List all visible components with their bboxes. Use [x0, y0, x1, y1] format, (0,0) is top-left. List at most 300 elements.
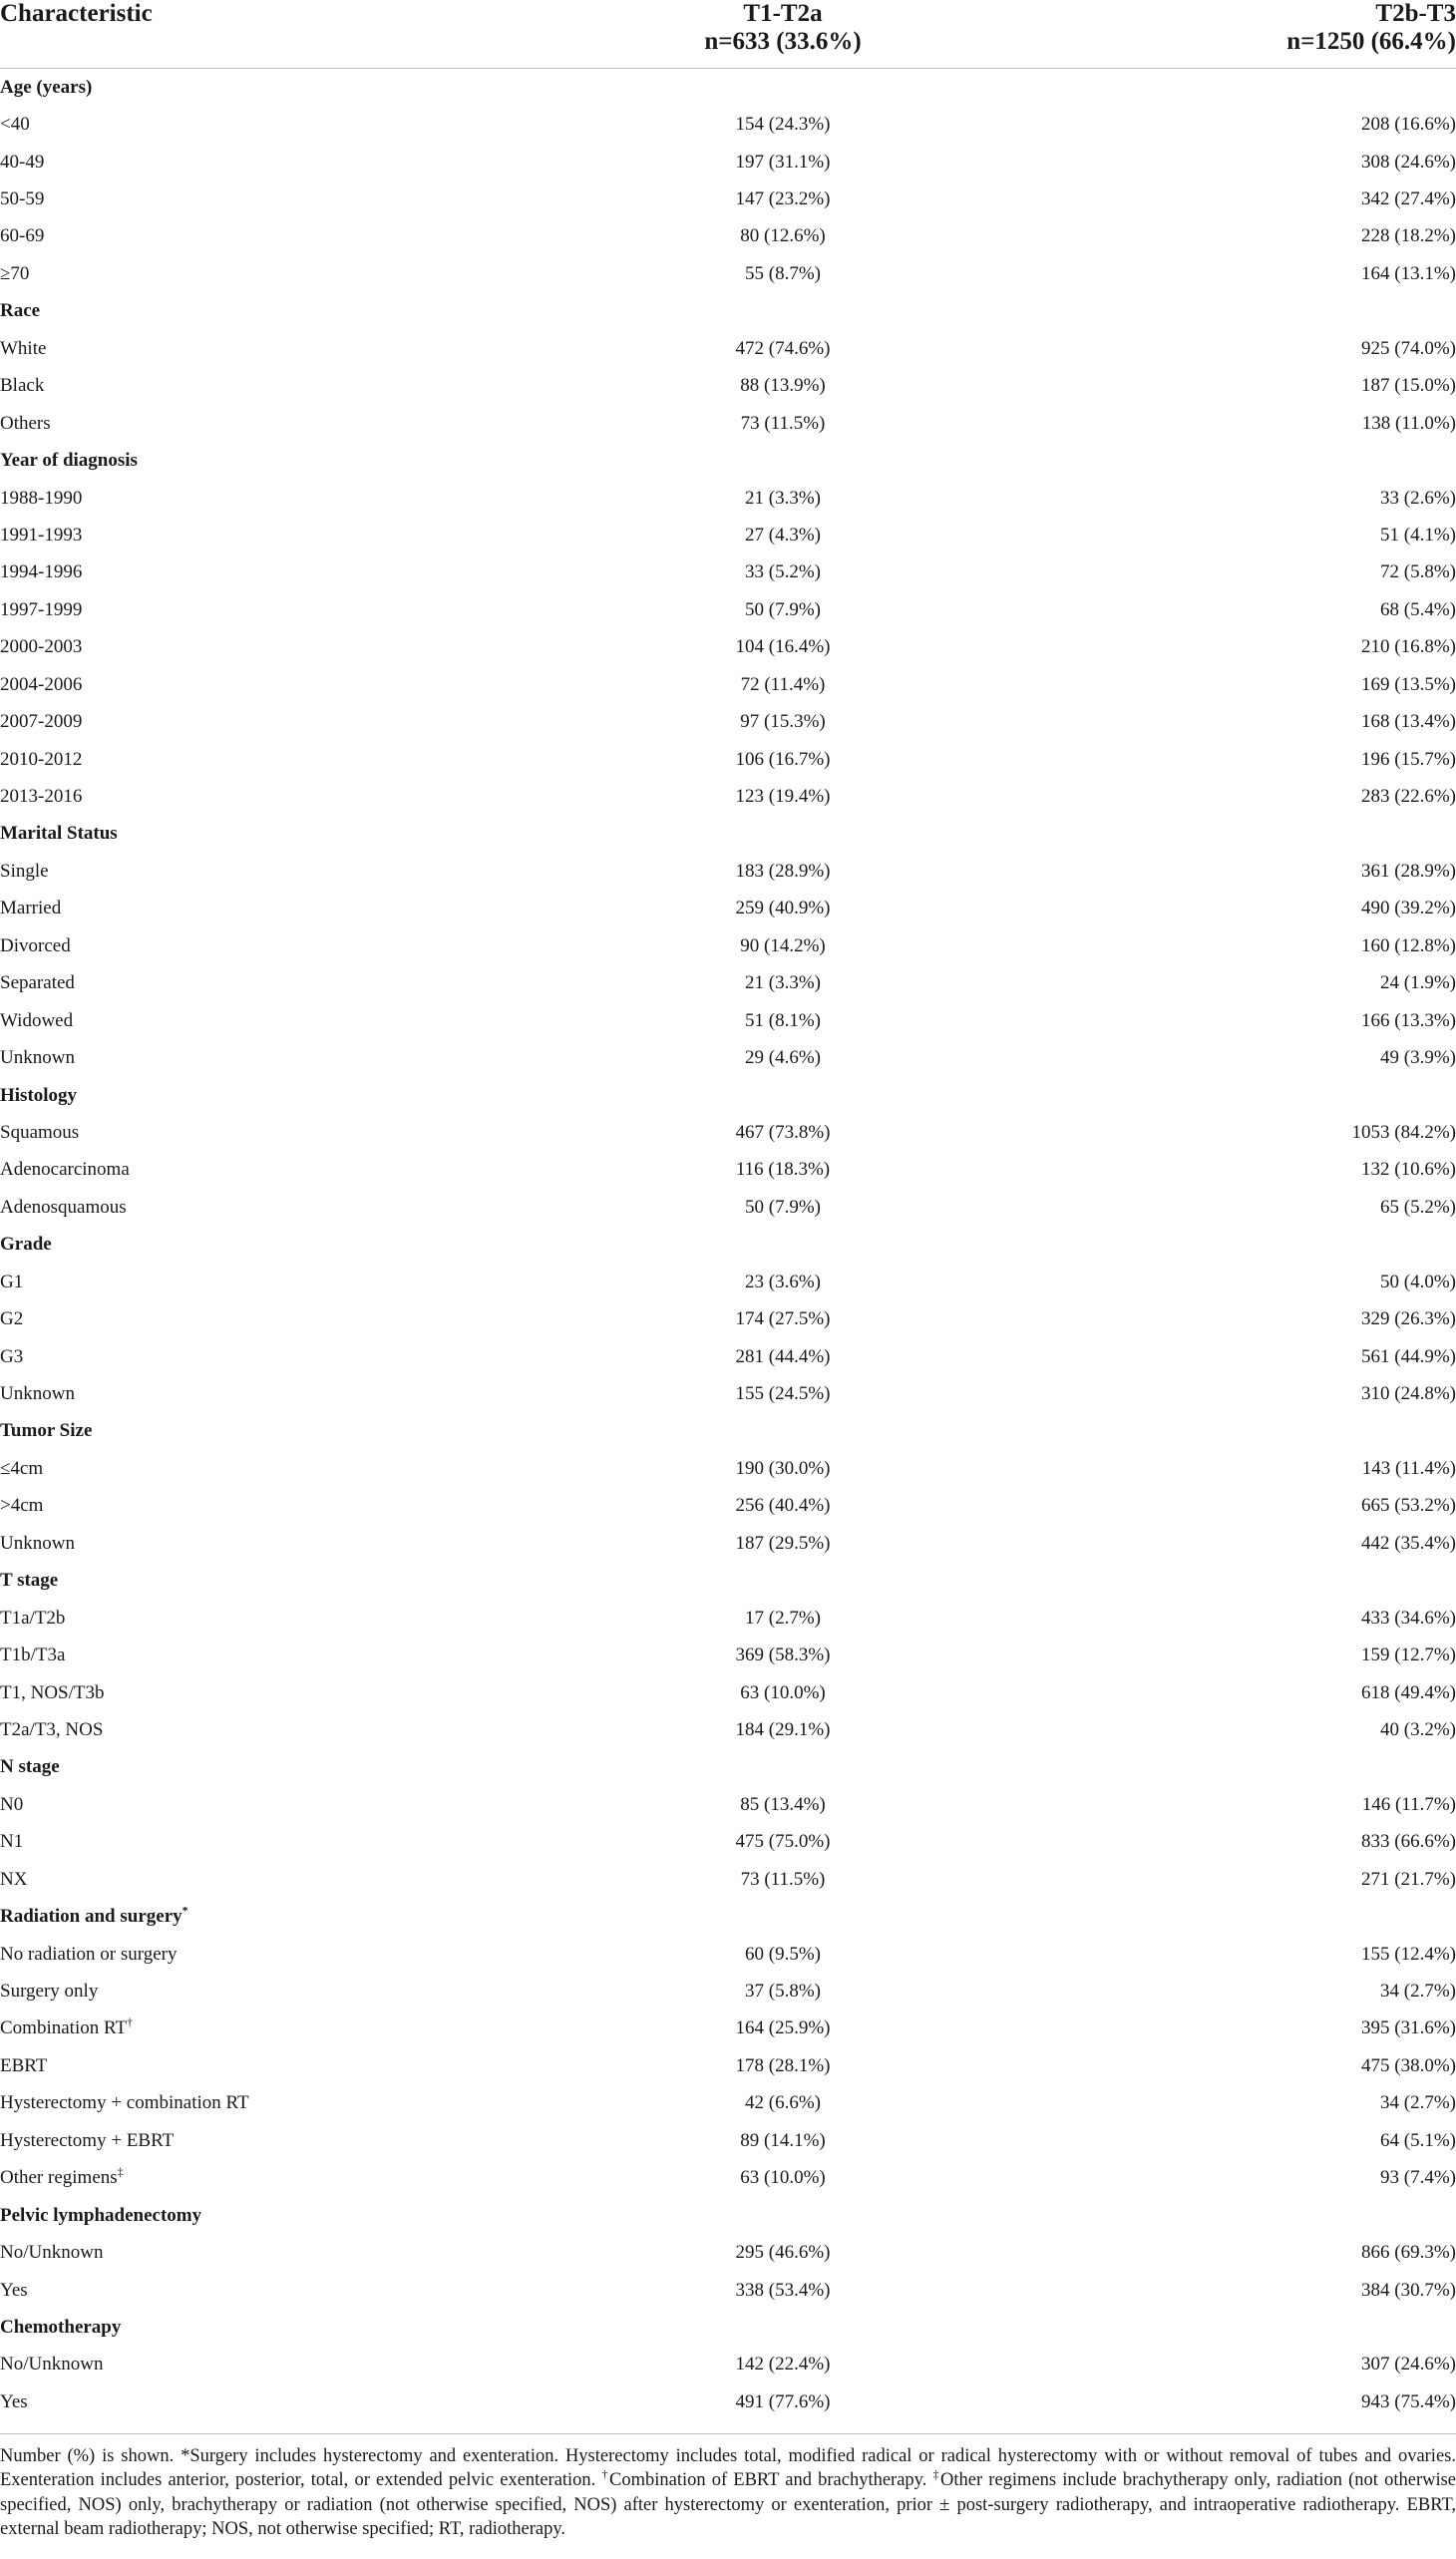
footnote-text-1: Number (%) is shown. *Surgery includes hysterectomy and exenteration. Hysterectomy includes total, modified radical or radical hysterectomy with or without removal of tubes and ovaries. Exenteration includes anterior, posterior, total, or extended pelvic exenteration. — [0, 2445, 1456, 2491]
row-characteristic-text: Unknown — [0, 1532, 75, 1554]
row-t2b-t3-value: 310 (24.8%) — [1361, 1383, 1456, 1405]
row-characteristic — [0, 2011, 618, 2047]
row-characteristic-text: Widowed — [0, 1009, 74, 1031]
row-characteristic — [0, 629, 618, 666]
row-footnote-mark: ‡ — [117, 2164, 124, 2179]
row-t2b-t3-value: 308 (24.6%) — [1361, 151, 1456, 173]
row-t1-t2a-value: 183 (28.9%) — [735, 860, 831, 882]
row-t1-t2a-value: 50 (7.9%) — [745, 1196, 821, 1218]
row-t1-t2a-value: 97 (15.3%) — [740, 711, 826, 733]
row-t2b-t3-value: 329 (26.3%) — [1361, 1308, 1456, 1330]
row-t2b-t3-value: 51 (4.1%) — [1380, 524, 1456, 546]
footnote-dagger: † — [601, 2466, 609, 2481]
table-row — [0, 1488, 1456, 1525]
section-title-text: Marital Status — [0, 823, 118, 845]
section-header-row — [0, 2309, 1456, 2346]
row-characteristic-text: 2013-2016 — [0, 786, 83, 808]
row-characteristic — [0, 144, 618, 181]
row-t2b-t3-value: 833 (66.6%) — [1361, 1831, 1456, 1853]
row-characteristic-text: Other regimens — [0, 2167, 118, 2189]
row-characteristic — [0, 1637, 618, 1673]
row-characteristic-text: ≤4cm — [0, 1457, 44, 1479]
row-t2b-t3-value: 93 (7.4%) — [1380, 2167, 1456, 2189]
row-characteristic-text: 2010-2012 — [0, 748, 83, 770]
footnote-double-dagger: ‡ — [932, 2466, 941, 2481]
row-t2b-t3-value: 283 (22.6%) — [1361, 786, 1456, 808]
row-t1-t2a-value: 178 (28.1%) — [735, 2054, 831, 2076]
row-characteristic — [0, 218, 618, 255]
row-t1-t2a-value: 72 (11.4%) — [740, 673, 826, 695]
table-row — [0, 853, 1456, 890]
row-t1-t2a-value: 21 (3.3%) — [745, 487, 821, 509]
row-characteristic-text: G1 — [0, 1271, 24, 1292]
table-row — [0, 891, 1456, 927]
row-characteristic-text: Hysterectomy + combination RT — [0, 2092, 249, 2114]
table-row — [0, 2347, 1456, 2383]
row-characteristic — [0, 1300, 618, 1337]
row-characteristic-text: T1, NOS/T3b — [0, 1681, 105, 1703]
row-characteristic — [0, 480, 618, 517]
section-title — [0, 2309, 1456, 2346]
row-t1-t2a-value: 51 (8.1%) — [745, 1009, 821, 1031]
row-characteristic — [0, 1711, 618, 1748]
row-t1-t2a-value: 85 (13.4%) — [740, 1793, 826, 1815]
row-characteristic-text: EBRT — [0, 2054, 48, 2076]
row-characteristic — [0, 2347, 618, 2383]
row-t2b-t3-value: 65 (5.2%) — [1380, 1196, 1456, 1218]
table-body — [0, 69, 1456, 2421]
section-title-text: Histology — [0, 1084, 78, 1106]
row-characteristic-text: 40-49 — [0, 151, 45, 173]
row-t1-t2a-value: 190 (30.0%) — [735, 1457, 831, 1479]
row-characteristic — [0, 1786, 618, 1823]
row-characteristic-text: 2007-2009 — [0, 711, 83, 733]
row-t2b-t3-value: 64 (5.1%) — [1380, 2129, 1456, 2151]
row-t2b-t3-value: 49 (3.9%) — [1380, 1047, 1456, 1069]
row-t2b-t3-value: 50 (4.0%) — [1380, 1271, 1456, 1292]
row-t1-t2a-value: 63 (10.0%) — [740, 1681, 826, 1703]
row-t2b-t3-value: 146 (11.7%) — [1361, 1793, 1456, 1815]
header-t1-t2a-count: n=633 (33.6%) — [704, 28, 862, 55]
row-t2b-t3-value: 187 (15.0%) — [1361, 375, 1456, 397]
table-row — [0, 218, 1456, 255]
row-characteristic — [0, 1338, 618, 1375]
section-title — [0, 293, 1456, 330]
row-characteristic-text: T1b/T3a — [0, 1645, 66, 1666]
row-characteristic — [0, 1002, 618, 1039]
row-t2b-t3-value: 228 (18.2%) — [1361, 225, 1456, 247]
section-header-row — [0, 1413, 1456, 1450]
table-row — [0, 1039, 1456, 1076]
row-t1-t2a-value: 21 (3.3%) — [745, 972, 821, 994]
row-t2b-t3-value: 164 (13.1%) — [1361, 262, 1456, 284]
header-t1-t2a-label: T1-T2a — [743, 0, 823, 27]
row-t2b-t3-value: 618 (49.4%) — [1361, 1681, 1456, 1703]
section-title — [0, 816, 1456, 853]
section-header-row — [0, 2197, 1456, 2234]
row-characteristic — [0, 2272, 618, 2309]
row-characteristic — [0, 517, 618, 553]
row-t2b-t3-value: 866 (69.3%) — [1361, 2242, 1456, 2264]
row-characteristic-text: Surgery only — [0, 1981, 99, 2003]
section-title — [0, 69, 1456, 107]
row-t2b-t3-value: 68 (5.4%) — [1380, 598, 1456, 620]
row-characteristic-text: Black — [0, 375, 45, 397]
table-row — [0, 1786, 1456, 1823]
table-row — [0, 1300, 1456, 1337]
row-t1-t2a-value: 147 (23.2%) — [735, 188, 831, 210]
section-title-footnote-mark: * — [182, 1903, 188, 1918]
row-characteristic — [0, 2047, 618, 2084]
table-row — [0, 2383, 1456, 2420]
table-row — [0, 2272, 1456, 2309]
row-characteristic — [0, 1375, 618, 1412]
row-characteristic-text: 2000-2003 — [0, 636, 83, 658]
row-t2b-t3-value: 143 (11.4%) — [1361, 1457, 1456, 1479]
row-t1-t2a-value: 475 (75.0%) — [735, 1831, 831, 1853]
row-t1-t2a-value: 155 (24.5%) — [735, 1383, 831, 1405]
table-row — [0, 2011, 1456, 2047]
row-t2b-t3-value: 72 (5.8%) — [1380, 561, 1456, 583]
table-row — [0, 181, 1456, 217]
row-characteristic — [0, 1824, 618, 1861]
row-t1-t2a-value: 116 (18.3%) — [735, 1159, 831, 1181]
row-t2b-t3-value: 925 (74.0%) — [1361, 337, 1456, 359]
section-header-row — [0, 1077, 1456, 1114]
row-t2b-t3-value: 24 (1.9%) — [1380, 972, 1456, 994]
row-t2b-t3-value: 159 (12.7%) — [1361, 1645, 1456, 1666]
row-t1-t2a-value: 29 (4.6%) — [745, 1047, 821, 1069]
row-t1-t2a-value: 467 (73.8%) — [735, 1121, 831, 1143]
row-t1-t2a-value: 89 (14.1%) — [740, 2129, 826, 2151]
row-characteristic-text: N0 — [0, 1793, 24, 1815]
row-characteristic-text: G3 — [0, 1345, 24, 1367]
row-t1-t2a-value: 472 (74.6%) — [735, 337, 831, 359]
row-characteristic — [0, 2160, 618, 2197]
row-t2b-t3-value: 943 (75.4%) — [1361, 2390, 1456, 2412]
row-t2b-t3-value: 40 (3.2%) — [1380, 1718, 1456, 1740]
section-header-row — [0, 1227, 1456, 1264]
row-characteristic-text: No radiation or surgery — [0, 1943, 178, 1965]
row-t2b-t3-value: 169 (13.5%) — [1361, 673, 1456, 695]
row-characteristic — [0, 1039, 618, 1076]
row-characteristic — [0, 853, 618, 890]
section-title-text: N stage — [0, 1756, 60, 1778]
row-characteristic-text: 1991-1993 — [0, 524, 83, 546]
row-t1-t2a-value: 154 (24.3%) — [735, 114, 831, 136]
row-t1-t2a-value: 50 (7.9%) — [745, 598, 821, 620]
row-characteristic — [0, 778, 618, 815]
table-row — [0, 2047, 1456, 2084]
row-characteristic-text: ≥70 — [0, 262, 30, 284]
table-row — [0, 1152, 1456, 1189]
row-t1-t2a-value: 80 (12.6%) — [740, 225, 826, 247]
table-row — [0, 2160, 1456, 2197]
row-t2b-t3-value: 33 (2.6%) — [1380, 487, 1456, 509]
row-t2b-t3-value: 34 (2.7%) — [1380, 1981, 1456, 2003]
row-characteristic-text: >4cm — [0, 1495, 44, 1517]
row-characteristic — [0, 1488, 618, 1525]
section-header-row — [0, 1898, 1456, 1935]
row-t1-t2a-value: 73 (11.5%) — [740, 412, 826, 434]
section-title-text: Age (years) — [0, 76, 93, 98]
table-row — [0, 1525, 1456, 1562]
row-t2b-t3-value: 384 (30.7%) — [1361, 2279, 1456, 2301]
row-characteristic-text: N1 — [0, 1831, 24, 1853]
section-title-text: Race — [0, 300, 41, 322]
row-characteristic — [0, 405, 618, 442]
table-row — [0, 1002, 1456, 1039]
section-header-row — [0, 1563, 1456, 1600]
section-title — [0, 442, 1456, 479]
row-t1-t2a-value: 106 (16.7%) — [735, 748, 831, 770]
section-header-row — [0, 1749, 1456, 1786]
row-t1-t2a-value: 184 (29.1%) — [735, 1718, 831, 1740]
table-row — [0, 741, 1456, 778]
section-header-row — [0, 293, 1456, 330]
row-characteristic-text: Unknown — [0, 1383, 75, 1405]
row-t2b-t3-value: 166 (13.3%) — [1361, 1009, 1456, 1031]
section-title-text: T stage — [0, 1570, 59, 1592]
row-characteristic-text: 60-69 — [0, 225, 45, 247]
table-row — [0, 106, 1456, 143]
row-t2b-t3-value: 307 (24.6%) — [1361, 2354, 1456, 2376]
row-characteristic — [0, 1861, 618, 1898]
table-row — [0, 1711, 1456, 1748]
row-characteristic-text: Others — [0, 412, 51, 434]
row-characteristic-text: Adenosquamous — [0, 1196, 127, 1218]
table-row — [0, 405, 1456, 442]
header-t2b-t3-label: T2b-T3 — [1375, 0, 1456, 27]
row-characteristic-text: Adenocarcinoma — [0, 1159, 130, 1181]
table-row — [0, 1674, 1456, 1711]
row-t1-t2a-value: 90 (14.2%) — [740, 934, 826, 956]
row-t2b-t3-value: 208 (16.6%) — [1361, 114, 1456, 136]
header-characteristic-label: Characteristic — [0, 0, 153, 27]
row-t1-t2a-value: 142 (22.4%) — [735, 2354, 831, 2376]
section-header-row — [0, 442, 1456, 479]
row-characteristic — [0, 741, 618, 778]
table-row — [0, 517, 1456, 553]
table-footnote — [0, 2434, 1456, 2542]
row-characteristic-text: Yes — [0, 2279, 28, 2301]
row-t1-t2a-value: 55 (8.7%) — [745, 262, 821, 284]
row-footnote-mark: † — [127, 2015, 134, 2030]
row-characteristic — [0, 703, 618, 740]
row-characteristic — [0, 368, 618, 405]
row-t1-t2a-value: 104 (16.4%) — [735, 636, 831, 658]
row-t2b-t3-value: 342 (27.4%) — [1361, 188, 1456, 210]
row-t2b-t3-value: 442 (35.4%) — [1361, 1532, 1456, 1554]
row-characteristic — [0, 591, 618, 628]
row-characteristic — [0, 2234, 618, 2271]
row-t1-t2a-value: 63 (10.0%) — [740, 2167, 826, 2189]
row-characteristic — [0, 1936, 618, 1973]
table-row — [0, 2122, 1456, 2159]
row-characteristic — [0, 1189, 618, 1226]
row-t1-t2a-value: 33 (5.2%) — [745, 561, 821, 583]
table-row — [0, 144, 1456, 181]
section-title-text: Radiation and surgery — [0, 1906, 182, 1928]
table-row — [0, 1189, 1456, 1226]
row-t1-t2a-value: 42 (6.6%) — [745, 2092, 821, 2114]
row-t1-t2a-value: 281 (44.4%) — [735, 1345, 831, 1367]
row-characteristic-text: Combination RT — [0, 2017, 128, 2039]
row-t1-t2a-value: 295 (46.6%) — [735, 2242, 831, 2264]
table-row — [0, 1973, 1456, 2010]
row-t1-t2a-value: 174 (27.5%) — [735, 1308, 831, 1330]
row-t2b-t3-value: 490 (39.2%) — [1361, 898, 1456, 919]
row-characteristic — [0, 965, 618, 1002]
table-row — [0, 591, 1456, 628]
section-title — [0, 1227, 1456, 1264]
row-characteristic-text: G2 — [0, 1308, 24, 1330]
row-characteristic-text: Separated — [0, 972, 75, 994]
row-t2b-t3-value: 475 (38.0%) — [1361, 2054, 1456, 2076]
section-title — [0, 1563, 1456, 1600]
footnote-text-3: Other regimens include brachytherapy only, radiation (not otherwise specified, NOS) only, brachytherapy or radiation (not otherwise specified, NOS) after hysterectomy or exenteration, prior ± post-surgery radiotherapy, and intraoperative radiotherapy. EBRT, external beam radiotherapy; NOS, not otherwise specified; RT, radiotherapy. — [0, 2470, 1456, 2540]
row-t1-t2a-value: 197 (31.1%) — [735, 151, 831, 173]
row-characteristic — [0, 1674, 618, 1711]
row-t1-t2a-value: 123 (19.4%) — [735, 786, 831, 808]
section-title — [0, 1749, 1456, 1786]
row-characteristic-text: Divorced — [0, 934, 71, 956]
row-t1-t2a-value: 338 (53.4%) — [735, 2279, 831, 2301]
row-t2b-t3-value: 34 (2.7%) — [1380, 2092, 1456, 2114]
row-characteristic-text: Single — [0, 860, 49, 882]
row-t1-t2a-value: 491 (77.6%) — [735, 2390, 831, 2412]
row-t1-t2a-value: 27 (4.3%) — [745, 524, 821, 546]
table-row — [0, 330, 1456, 367]
row-characteristic-text: Hysterectomy + EBRT — [0, 2129, 175, 2151]
row-characteristic — [0, 554, 618, 591]
header-t1-t2a — [618, 0, 947, 69]
table-row — [0, 1450, 1456, 1487]
table-row — [0, 480, 1456, 517]
section-title — [0, 1898, 1456, 1935]
table-row — [0, 1824, 1456, 1861]
row-characteristic-text: 1994-1996 — [0, 561, 83, 583]
table-row — [0, 927, 1456, 964]
section-header-row — [0, 69, 1456, 107]
row-characteristic-text: T2a/T3, NOS — [0, 1718, 104, 1740]
header-characteristic — [0, 0, 618, 69]
table-row — [0, 1600, 1456, 1637]
row-t2b-t3-value: 395 (31.6%) — [1361, 2017, 1456, 2039]
row-t1-t2a-value: 88 (13.9%) — [740, 375, 826, 397]
row-t2b-t3-value: 155 (12.4%) — [1361, 1943, 1456, 1965]
row-characteristic — [0, 1525, 618, 1562]
row-characteristic-text: No/Unknown — [0, 2242, 104, 2264]
row-characteristic — [0, 891, 618, 927]
table-row — [0, 255, 1456, 292]
section-title — [0, 1413, 1456, 1450]
row-t2b-t3-value: 665 (53.2%) — [1361, 1495, 1456, 1517]
row-characteristic-text: Married — [0, 898, 62, 919]
section-title-text: Tumor Size — [0, 1420, 93, 1442]
table-row — [0, 703, 1456, 740]
table-row — [0, 965, 1456, 1002]
table-row — [0, 1338, 1456, 1375]
header-t2b-t3-count: n=1250 (66.4%) — [1286, 28, 1456, 55]
row-characteristic-text: 1997-1999 — [0, 598, 83, 620]
row-characteristic — [0, 1152, 618, 1189]
row-t2b-t3-value: 433 (34.6%) — [1361, 1607, 1456, 1629]
row-characteristic-text: 50-59 — [0, 188, 45, 210]
row-t2b-t3-value: 138 (11.0%) — [1361, 412, 1456, 434]
row-characteristic — [0, 1264, 618, 1300]
section-title-text: Grade — [0, 1234, 52, 1256]
row-characteristic — [0, 255, 618, 292]
row-t1-t2a-value: 73 (11.5%) — [740, 1868, 826, 1890]
table-row — [0, 1264, 1456, 1300]
row-characteristic-text: White — [0, 337, 47, 359]
row-characteristic — [0, 1600, 618, 1637]
row-characteristic — [0, 1114, 618, 1151]
section-header-row — [0, 816, 1456, 853]
row-t2b-t3-value: 132 (10.6%) — [1361, 1159, 1456, 1181]
row-characteristic-text: Yes — [0, 2390, 28, 2412]
section-title-text: Year of diagnosis — [0, 450, 138, 472]
row-t1-t2a-value: 37 (5.8%) — [745, 1981, 821, 2003]
row-characteristic-text: Unknown — [0, 1047, 75, 1069]
table-row — [0, 1936, 1456, 1973]
row-characteristic — [0, 106, 618, 143]
row-characteristic — [0, 1450, 618, 1487]
section-title — [0, 2197, 1456, 2234]
row-characteristic-text: 1988-1990 — [0, 487, 83, 509]
row-characteristic-text: T1a/T2b — [0, 1607, 66, 1629]
table-header — [0, 0, 1456, 69]
row-characteristic-text: NX — [0, 1868, 28, 1890]
table-row — [0, 554, 1456, 591]
row-characteristic — [0, 181, 618, 217]
row-characteristic — [0, 927, 618, 964]
row-t1-t2a-value: 164 (25.9%) — [735, 2017, 831, 2039]
row-characteristic — [0, 2122, 618, 2159]
table-row — [0, 2234, 1456, 2271]
row-characteristic — [0, 2383, 618, 2420]
section-title — [0, 1077, 1456, 1114]
row-t2b-t3-value: 210 (16.8%) — [1361, 636, 1456, 658]
row-t2b-t3-value: 361 (28.9%) — [1361, 860, 1456, 882]
header-t2b-t3 — [947, 0, 1456, 69]
section-title-text: Pelvic lymphadenectomy — [0, 2204, 202, 2226]
row-t1-t2a-value: 187 (29.5%) — [735, 1532, 831, 1554]
row-characteristic-text: Squamous — [0, 1121, 80, 1143]
table-row — [0, 1637, 1456, 1673]
row-t1-t2a-value: 369 (58.3%) — [735, 1645, 831, 1666]
row-t1-t2a-value: 256 (40.4%) — [735, 1495, 831, 1517]
row-characteristic-text: <40 — [0, 114, 30, 136]
row-characteristic — [0, 330, 618, 367]
table-row — [0, 368, 1456, 405]
row-characteristic-text: No/Unknown — [0, 2354, 104, 2376]
row-t2b-t3-value: 561 (44.9%) — [1361, 1345, 1456, 1367]
table-row — [0, 629, 1456, 666]
row-characteristic — [0, 1973, 618, 2010]
table-row — [0, 2085, 1456, 2122]
section-title-text: Chemotherapy — [0, 2316, 122, 2338]
table-row — [0, 1375, 1456, 1412]
header-row — [0, 0, 1456, 69]
footnote-text-2: Combination of EBRT and brachytherapy. — [608, 2470, 933, 2491]
table-row — [0, 1861, 1456, 1898]
row-t2b-t3-value: 168 (13.4%) — [1361, 711, 1456, 733]
row-t1-t2a-value: 17 (2.7%) — [745, 1607, 821, 1629]
row-t1-t2a-value: 259 (40.9%) — [735, 898, 831, 919]
table-row — [0, 666, 1456, 703]
